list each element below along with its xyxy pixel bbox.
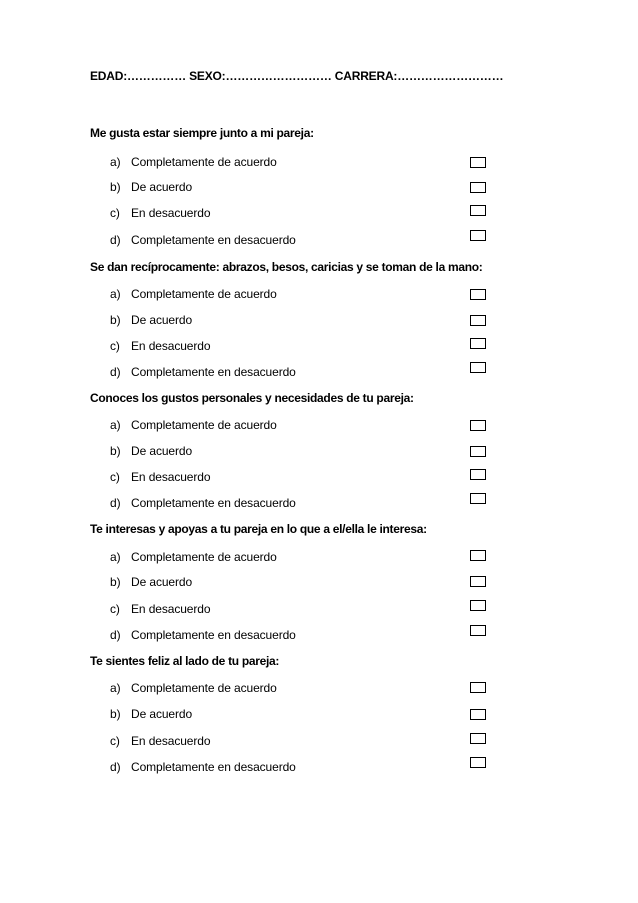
option-label: Completamente en desacuerdo (131, 760, 296, 774)
q1-option-d (110, 233, 490, 251)
question-3-title: Conoces los gustos personales y necesidades de tu pareja: (90, 391, 414, 405)
option-letter: d) (110, 365, 121, 379)
q1-checkbox-c[interactable] (470, 205, 486, 216)
q4-option-d (110, 628, 490, 646)
option-letter: b) (110, 180, 121, 194)
q2-option-c (110, 339, 490, 357)
option-letter: d) (110, 628, 121, 642)
option-letter: c) (110, 206, 120, 220)
option-letter: b) (110, 575, 121, 589)
option-letter: a) (110, 418, 121, 432)
option-letter: b) (110, 444, 121, 458)
option-letter: a) (110, 550, 121, 564)
option-label: Completamente de acuerdo (131, 681, 277, 695)
q1-option-a (110, 155, 490, 173)
option-label: Completamente de acuerdo (131, 287, 277, 301)
q1-checkbox-d[interactable] (470, 230, 486, 241)
q2-checkbox-a[interactable] (470, 289, 486, 300)
option-label: En desacuerdo (131, 339, 211, 353)
q5-checkbox-a[interactable] (470, 682, 486, 693)
option-label: En desacuerdo (131, 602, 211, 616)
q1-option-b (110, 180, 490, 198)
option-letter: a) (110, 155, 121, 169)
q3-checkbox-a[interactable] (470, 420, 486, 431)
option-label: De acuerdo (131, 313, 193, 327)
q4-checkbox-a[interactable] (470, 550, 486, 561)
q2-option-d (110, 365, 490, 383)
option-label: De acuerdo (131, 444, 193, 458)
question-2-title: Se dan recíprocamente: abrazos, besos, caricias y se toman de la mano: (90, 260, 483, 274)
option-label: Completamente en desacuerdo (131, 496, 296, 510)
q3-option-b (110, 444, 490, 462)
q4-checkbox-c[interactable] (470, 600, 486, 611)
option-label: Completamente en desacuerdo (131, 233, 296, 247)
option-label: En desacuerdo (131, 206, 211, 220)
q4-option-c (110, 602, 490, 620)
q2-checkbox-b[interactable] (470, 315, 486, 326)
q4-option-b (110, 575, 490, 593)
q5-checkbox-d[interactable] (470, 757, 486, 768)
q3-checkbox-c[interactable] (470, 469, 486, 480)
q2-option-a (110, 287, 490, 305)
question-1-title: Me gusta estar siempre junto a mi pareja: (90, 126, 314, 140)
question-5-title: Te sientes feliz al lado de tu pareja: (90, 654, 280, 668)
option-letter: a) (110, 287, 121, 301)
option-letter: c) (110, 734, 120, 748)
q2-option-b (110, 313, 490, 331)
option-letter: c) (110, 470, 120, 484)
option-label: Completamente de acuerdo (131, 550, 277, 564)
q5-checkbox-c[interactable] (470, 733, 486, 744)
option-label: De acuerdo (131, 180, 193, 194)
q4-option-a (110, 550, 490, 568)
q3-option-a (110, 418, 490, 436)
option-label: Completamente en desacuerdo (131, 628, 296, 642)
question-4-title: Te interesas y apoyas a tu pareja en lo que a el/ella le interesa: (90, 522, 427, 536)
option-letter: c) (110, 602, 120, 616)
option-label: Completamente de acuerdo (131, 418, 277, 432)
q4-checkbox-b[interactable] (470, 576, 486, 587)
header-fields: EDAD:…………… SEXO:……………………… CARRERA:……………………… (90, 69, 504, 83)
option-letter: d) (110, 760, 121, 774)
option-letter: c) (110, 339, 120, 353)
q3-checkbox-d[interactable] (470, 493, 486, 504)
option-label: En desacuerdo (131, 734, 211, 748)
option-label: En desacuerdo (131, 470, 211, 484)
option-letter: b) (110, 313, 121, 327)
option-letter: a) (110, 681, 121, 695)
q5-option-a (110, 681, 490, 699)
q1-option-c (110, 206, 490, 224)
option-letter: b) (110, 707, 121, 721)
q5-option-c (110, 734, 490, 752)
option-letter: d) (110, 496, 121, 510)
q1-checkbox-b[interactable] (470, 182, 486, 193)
option-label: Completamente en desacuerdo (131, 365, 296, 379)
option-label: Completamente de acuerdo (131, 155, 277, 169)
q5-option-b (110, 707, 490, 725)
q3-option-d (110, 496, 490, 514)
q3-option-c (110, 470, 490, 488)
q3-checkbox-b[interactable] (470, 446, 486, 457)
option-label: De acuerdo (131, 707, 193, 721)
q2-checkbox-c[interactable] (470, 338, 486, 349)
q5-checkbox-b[interactable] (470, 709, 486, 720)
q4-checkbox-d[interactable] (470, 625, 486, 636)
q1-checkbox-a[interactable] (470, 157, 486, 168)
q5-option-d (110, 760, 490, 778)
option-label: De acuerdo (131, 575, 193, 589)
option-letter: d) (110, 233, 121, 247)
q2-checkbox-d[interactable] (470, 362, 486, 373)
